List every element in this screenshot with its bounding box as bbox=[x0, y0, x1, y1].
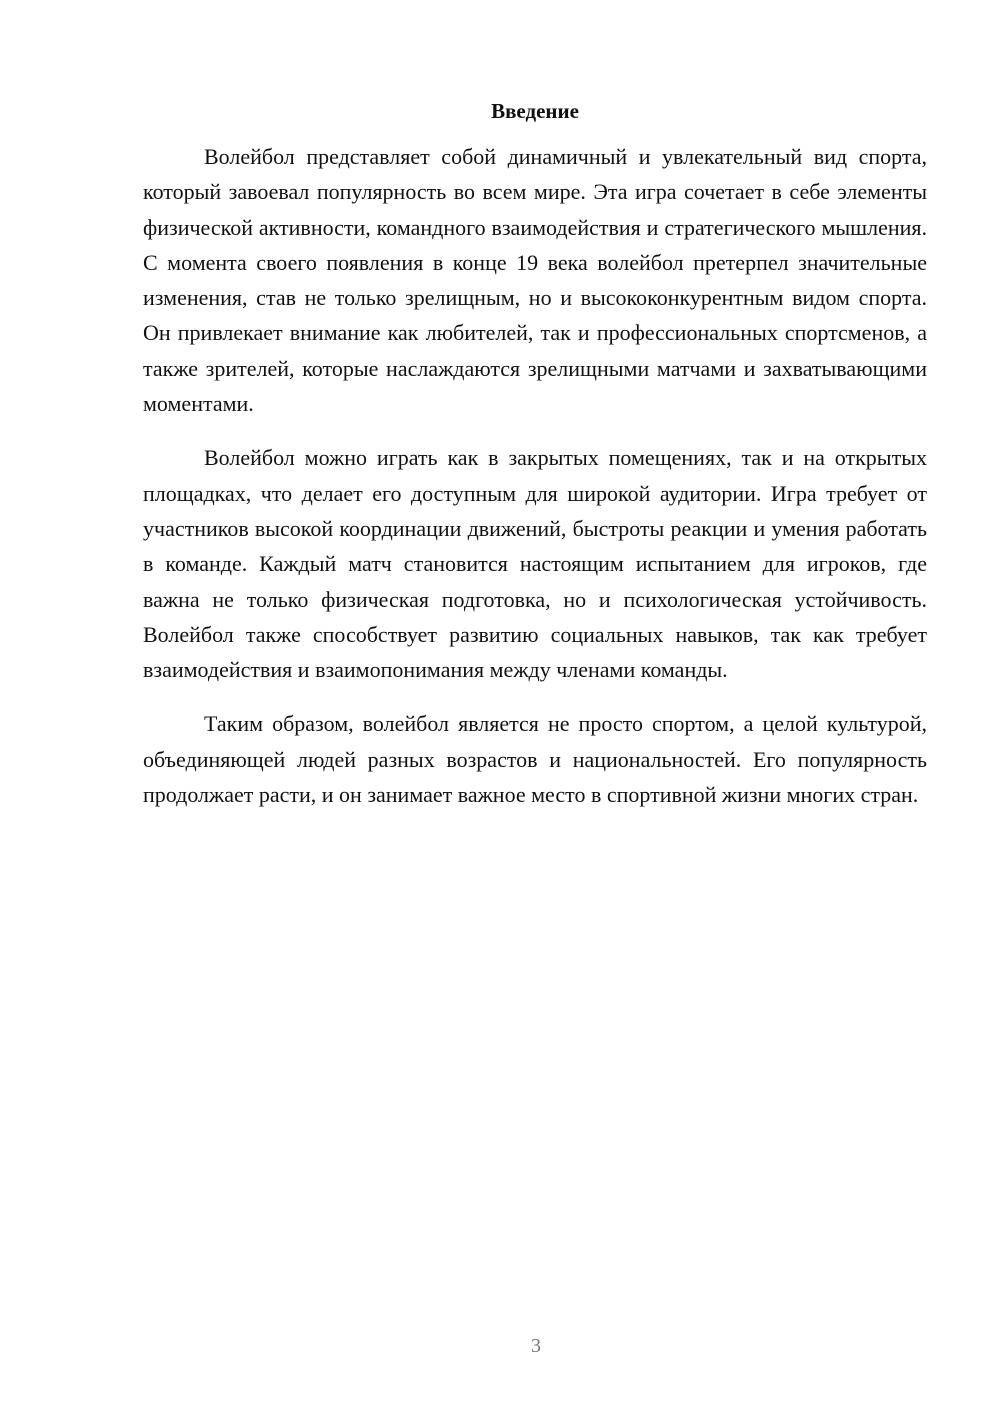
page-content bbox=[143, 97, 927, 812]
paragraph: Таким образом, волейбол является не просто спортом, а целой культурой, объединяющей людей разных возрастов и национальностей. Его популярность продолжает расти, и он занимает важное место в спортивной жизни многих стран. bbox=[143, 711, 927, 808]
page-title: Введение bbox=[491, 99, 579, 123]
page-number: 3 bbox=[531, 1335, 541, 1357]
paragraph: Волейбол можно играть как в закрытых помещениях, так и на открытых площадках, что делает его доступным для широкой аудитории. Игра требует от участников высокой координации движений, быстроты реакции и умения работать в команде. Каждый матч становится настоящим испытанием для игроков, где важна не только физическая подготовка, но и психологическая устойчивость. Волейбол также способствует развитию социальных навыков, так как требует взаимодействия и взаимопонимания между членами команды. bbox=[143, 445, 927, 683]
paragraph: Волейбол представляет собой динамичный и увлекательный вид спорта, который завоевал популярность во всем мире. Эта игра сочетает в себе элементы физической активности, командного взаимодействия и стратегического мышления. С момента своего появления в конце 19 века волейбол претерпел значительные изменения, став не только зрелищным, но и высококонкурентным видом спорта. Он привлекает внимание как любителей, так и профессиональных спортсменов, а также зрителей, которые наслаждаются зрелищными матчами и захватывающими моментами. bbox=[143, 144, 927, 417]
